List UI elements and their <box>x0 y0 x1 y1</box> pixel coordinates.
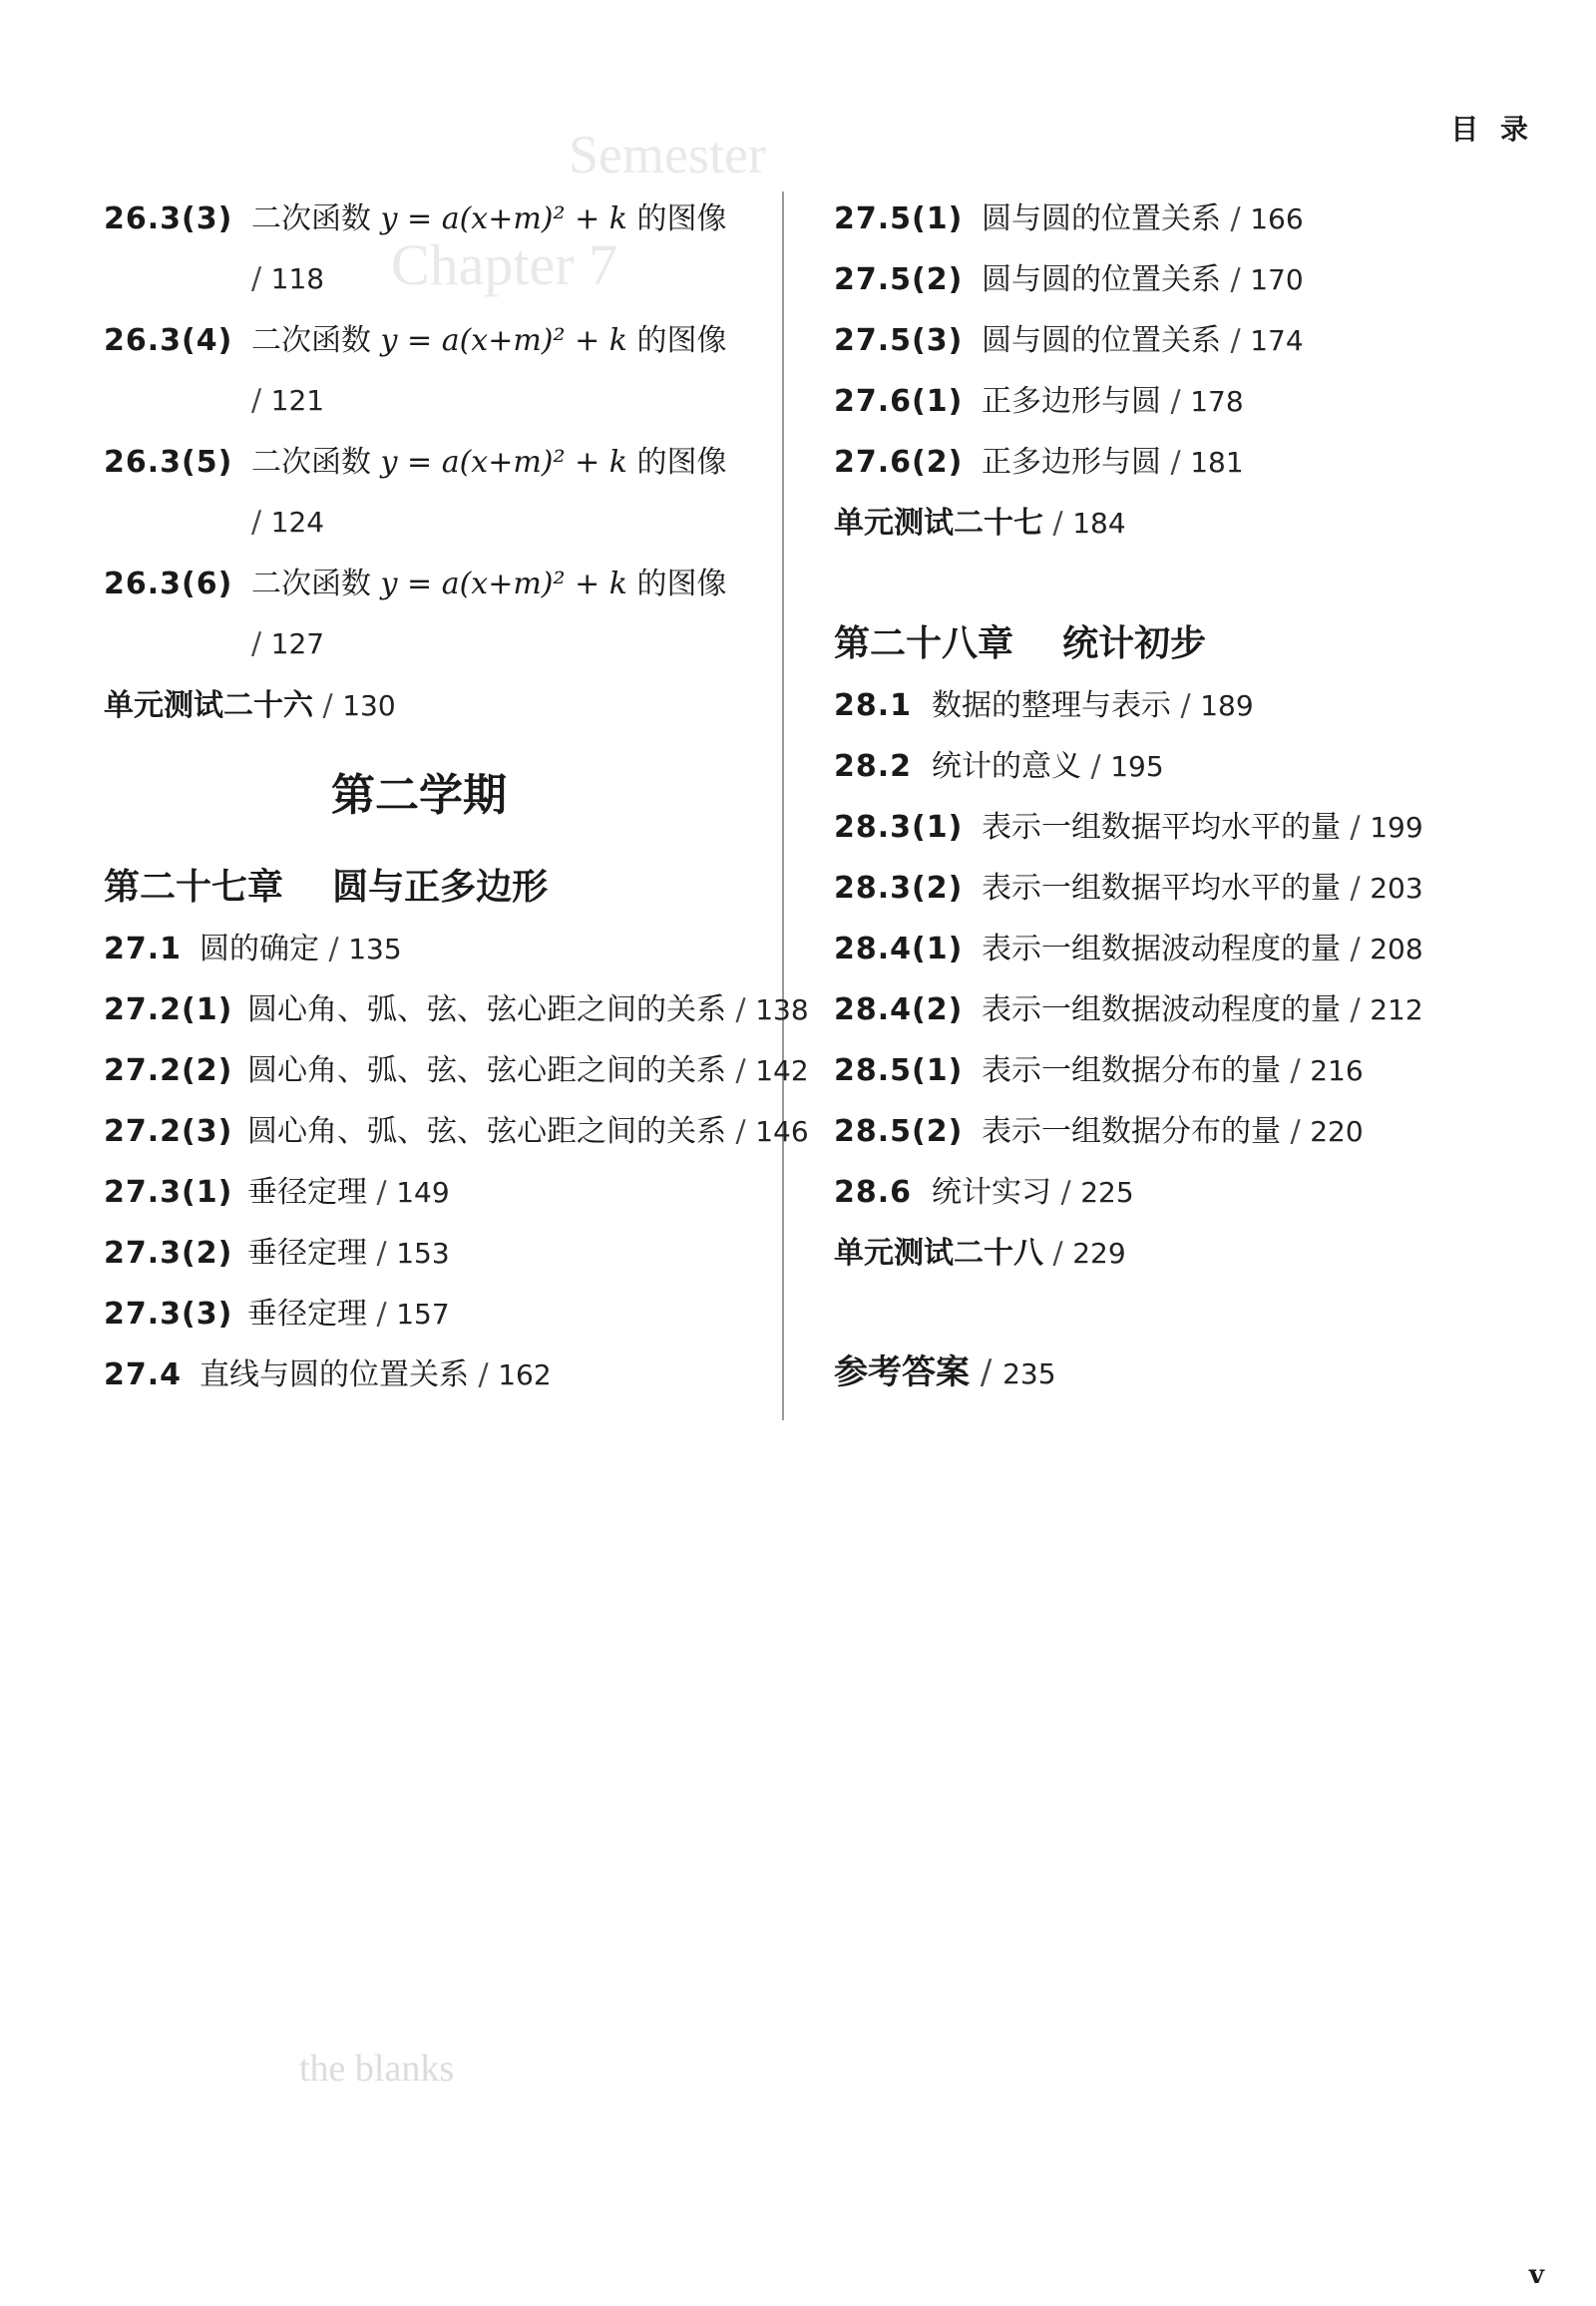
page-number: 121 <box>270 384 325 417</box>
chapter-label: 第二十七章 <box>104 866 284 908</box>
section-title: 表示一组数据分布的量 <box>982 1053 1281 1088</box>
section-number: 27.3(2) <box>104 1236 233 1271</box>
page-number: 142 <box>755 1054 809 1087</box>
unit-test-label: 单元测试二十八 <box>834 1236 1043 1271</box>
page-separator: / <box>478 1357 489 1392</box>
toc-entry-unit-test-28[interactable] <box>834 1234 1126 1274</box>
page-separator: / <box>1350 871 1361 906</box>
page-separator: / <box>1230 262 1241 297</box>
section-number: 26.3(6) <box>104 567 233 601</box>
page-number: 130 <box>342 689 396 722</box>
section-title: 直线与圆的位置关系 <box>200 1357 469 1392</box>
page-number: 208 <box>1370 933 1423 965</box>
section-title: 统计实习 <box>932 1175 1051 1210</box>
page-separator: / <box>376 1175 387 1210</box>
section-title: 圆心角、弧、弦、弦心距之间的关系 <box>247 992 726 1027</box>
page-number: 216 <box>1310 1054 1364 1087</box>
page-number: 235 <box>1002 1357 1056 1390</box>
section-number: 27.6(2) <box>834 445 964 480</box>
page-number: 153 <box>396 1237 450 1270</box>
section-number: 28.3(2) <box>834 871 964 906</box>
section-title: 圆的确定 <box>200 932 319 966</box>
page-number: 184 <box>1072 507 1126 540</box>
page-separator: / <box>1350 810 1361 845</box>
section-number: 27.5(3) <box>834 323 964 358</box>
page-number: 203 <box>1370 872 1423 905</box>
page-number: 149 <box>396 1176 450 1209</box>
section-title: 表示一组数据波动程度的量 <box>982 992 1341 1027</box>
formula: y = a(x+m)² + k <box>380 201 627 236</box>
toc-entry-26-3-6[interactable] <box>104 565 762 661</box>
section-title: 垂径定理 <box>247 1297 367 1332</box>
page-number: 118 <box>270 262 325 295</box>
unit-test-label: 单元测试二十七 <box>834 506 1043 541</box>
page-number: 212 <box>1370 993 1423 1026</box>
page-number: 166 <box>1250 202 1304 235</box>
section-number: 26.3(3) <box>104 201 233 236</box>
page-separator: / <box>322 688 333 723</box>
page-number: 138 <box>755 993 809 1026</box>
page-separator: / <box>1350 932 1361 966</box>
page-number-footer: v <box>1528 2260 1544 2290</box>
section-title: 数据的整理与表示 <box>932 688 1171 723</box>
page-number: 189 <box>1200 689 1254 722</box>
page-number: 199 <box>1370 811 1423 844</box>
section-title: 表示一组数据平均水平的量 <box>982 810 1341 845</box>
page-separator: / <box>1060 1175 1071 1210</box>
page-separator: / <box>251 261 262 296</box>
toc-entry-unit-test-26[interactable] <box>104 686 396 726</box>
section-number: 27.3(1) <box>104 1175 233 1210</box>
section-title: 垂径定理 <box>247 1175 367 1210</box>
section-number: 28.4(1) <box>834 932 964 966</box>
section-number: 27.5(1) <box>834 201 964 236</box>
toc-entry-unit-test-27[interactable] <box>834 504 1126 544</box>
section-title-suffix: 的图像 <box>636 445 727 480</box>
page-separator: / <box>735 1053 746 1088</box>
section-number: 28.1 <box>834 688 913 723</box>
page-number: 135 <box>348 933 402 965</box>
page-separator: / <box>1350 992 1361 1027</box>
toc-entry-26-3-5[interactable] <box>104 443 762 540</box>
page-separator: / <box>1052 1236 1063 1271</box>
page-separator: / <box>251 383 262 418</box>
page-number: 124 <box>270 506 325 539</box>
page-number: 220 <box>1310 1115 1364 1148</box>
section-title: 正多边形与圆 <box>982 384 1161 419</box>
page-number: 181 <box>1190 446 1244 479</box>
section-title: 统计的意义 <box>932 749 1081 784</box>
page-number: 170 <box>1250 263 1304 296</box>
page-separator: / <box>1230 323 1241 358</box>
toc-header: 目 录 <box>1450 113 1534 146</box>
chapter-title: 圆与正多边形 <box>332 866 549 908</box>
page-separator: / <box>1290 1114 1301 1149</box>
section-number: 27.1 <box>104 932 183 966</box>
section-number: 28.2 <box>834 749 913 784</box>
page-separator: / <box>251 505 262 540</box>
chapter-title: 统计初步 <box>1062 622 1207 664</box>
answers-label: 参考答案 <box>834 1352 970 1392</box>
page-number: 229 <box>1072 1237 1126 1270</box>
section-number: 26.3(4) <box>104 323 233 358</box>
section-number: 28.5(2) <box>834 1114 964 1149</box>
page-separator: / <box>980 1352 993 1392</box>
section-title: 圆与圆的位置关系 <box>982 323 1221 358</box>
formula: y = a(x+m)² + k <box>380 445 627 480</box>
toc-entry-26-3-3[interactable] <box>104 199 762 296</box>
toc-entry-answers[interactable] <box>834 1350 1056 1396</box>
section-number: 27.4 <box>104 1357 183 1392</box>
page-separator: / <box>251 626 262 661</box>
page-separator: / <box>735 992 746 1027</box>
section-title: 表示一组数据平均水平的量 <box>982 871 1341 906</box>
show-through-blanks: the blanks <box>299 2048 455 2090</box>
page-number: 174 <box>1250 324 1304 357</box>
section-number: 27.2(3) <box>104 1114 233 1149</box>
page-separator: / <box>328 932 339 966</box>
page-number: 195 <box>1110 750 1164 783</box>
section-number: 28.3(1) <box>834 810 964 845</box>
section-number: 28.5(1) <box>834 1053 964 1088</box>
section-number: 27.2(1) <box>104 992 233 1027</box>
page-separator: / <box>1230 201 1241 236</box>
chapter-heading-27[interactable] <box>104 864 548 910</box>
section-title: 圆心角、弧、弦、弦心距之间的关系 <box>247 1053 726 1088</box>
page-number: 157 <box>396 1298 450 1331</box>
section-title-suffix: 的图像 <box>636 567 727 601</box>
section-number: 26.3(5) <box>104 445 233 480</box>
section-title: 垂径定理 <box>247 1236 367 1271</box>
section-title: 表示一组数据分布的量 <box>982 1114 1281 1149</box>
section-title-prefix: 二次函数 <box>251 323 371 358</box>
section-title-prefix: 二次函数 <box>251 445 371 480</box>
column-divider <box>782 192 784 1420</box>
page-separator: / <box>1290 1053 1301 1088</box>
page-number: 162 <box>498 1358 552 1391</box>
unit-test-label: 单元测试二十六 <box>104 688 313 723</box>
section-title: 正多边形与圆 <box>982 445 1161 480</box>
section-title: 表示一组数据波动程度的量 <box>982 932 1341 966</box>
show-through-semester: Semester <box>569 125 766 185</box>
section-number: 27.3(3) <box>104 1297 233 1332</box>
chapter-heading-28[interactable] <box>834 620 1206 666</box>
page-separator: / <box>376 1236 387 1271</box>
section-title: 圆与圆的位置关系 <box>982 201 1221 236</box>
section-title-prefix: 二次函数 <box>251 201 371 236</box>
page-separator: / <box>1170 384 1181 419</box>
page-number: 178 <box>1190 385 1244 418</box>
page-separator: / <box>1180 688 1191 723</box>
page-number: 225 <box>1080 1176 1134 1209</box>
section-title-suffix: 的图像 <box>636 201 727 236</box>
section-title-prefix: 二次函数 <box>251 567 371 601</box>
section-number: 28.6 <box>834 1175 913 1210</box>
page-number: 146 <box>755 1115 809 1148</box>
chapter-label: 第二十八章 <box>834 622 1014 664</box>
page-separator: / <box>1052 506 1063 541</box>
section-title-suffix: 的图像 <box>636 323 727 358</box>
section-title: 圆与圆的位置关系 <box>982 262 1221 297</box>
show-through-chapter: Chapter 7 <box>391 232 618 297</box>
page-separator: / <box>1170 445 1181 480</box>
toc-entry-26-3-4[interactable] <box>104 321 762 418</box>
page-number: 127 <box>270 627 325 660</box>
section-title: 圆心角、弧、弦、弦心距之间的关系 <box>247 1114 726 1149</box>
formula: y = a(x+m)² + k <box>380 323 627 358</box>
section-number: 27.6(1) <box>834 384 964 419</box>
formula: y = a(x+m)² + k <box>380 567 627 601</box>
page-separator: / <box>376 1297 387 1332</box>
page-separator: / <box>735 1114 746 1149</box>
section-number: 27.2(2) <box>104 1053 233 1088</box>
semester-heading: 第二学期 <box>331 770 507 821</box>
page-separator: / <box>1090 749 1101 784</box>
section-number: 28.4(2) <box>834 992 964 1027</box>
section-number: 27.5(2) <box>834 262 964 297</box>
